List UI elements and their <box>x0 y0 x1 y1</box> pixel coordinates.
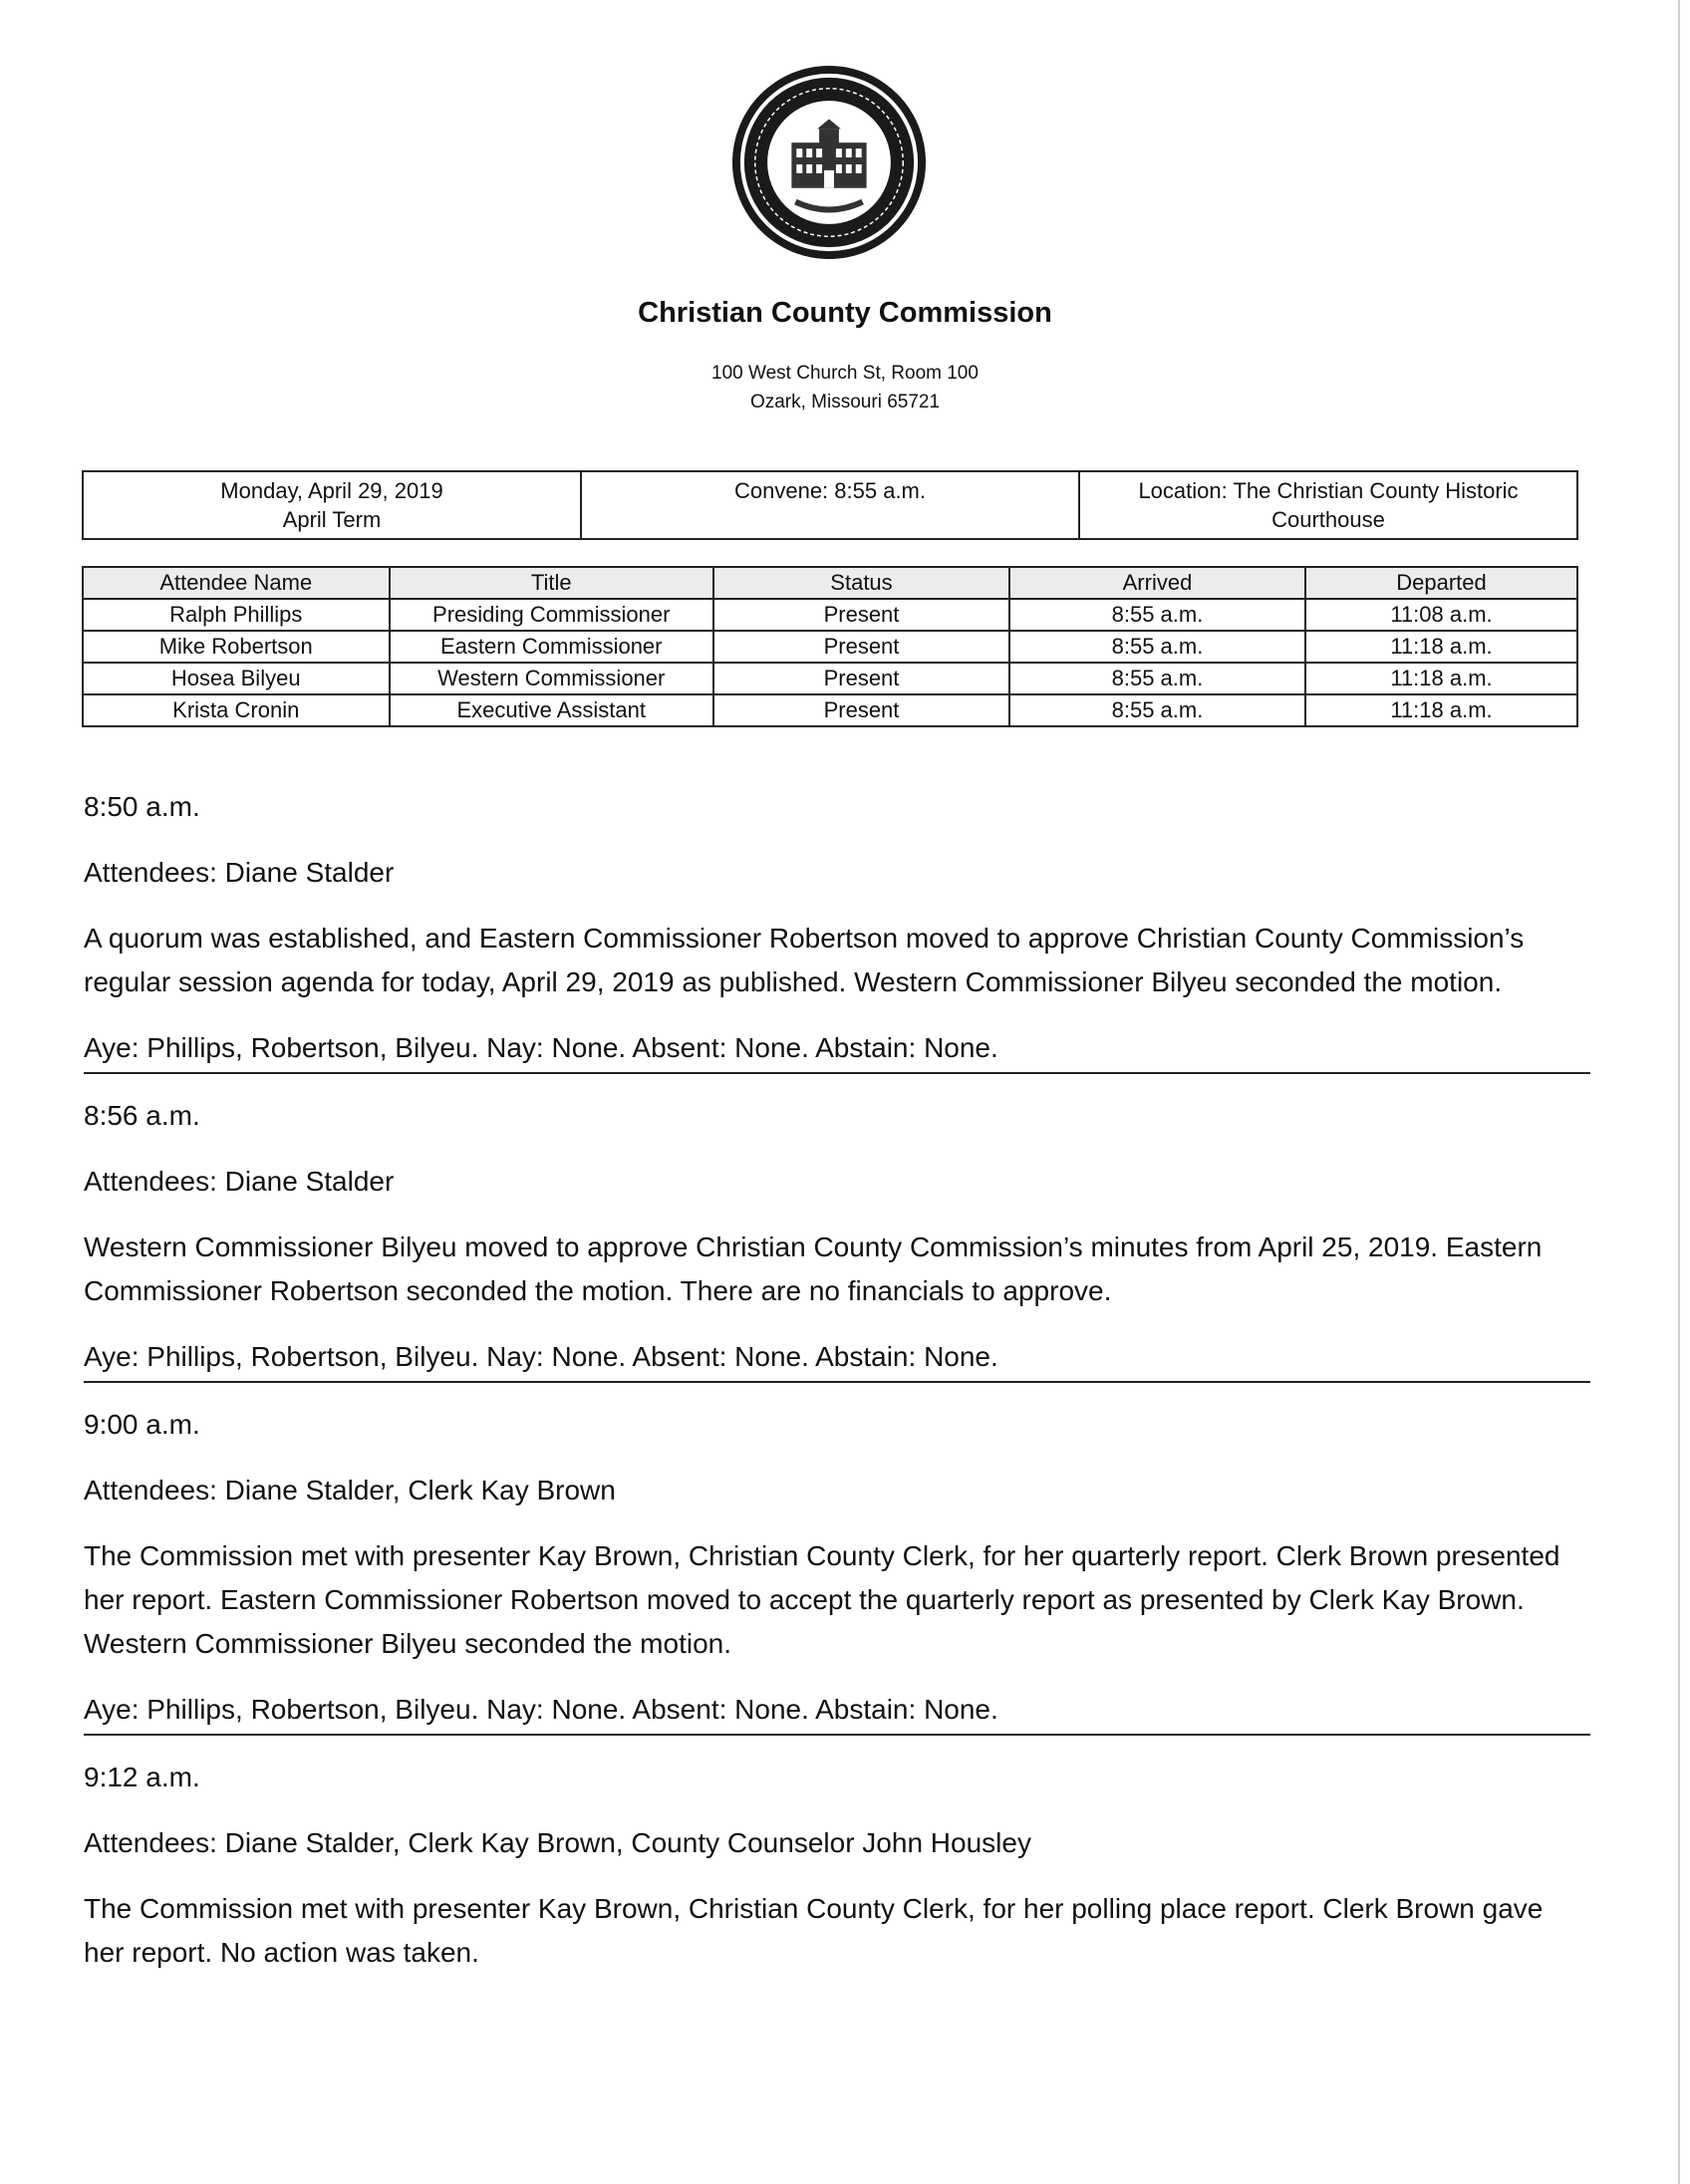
attendee-status: Present <box>713 631 1009 663</box>
entry-time: 8:50 a.m. <box>84 791 200 822</box>
attendee-name: Hosea Bilyeu <box>83 663 390 694</box>
convene-time: Convene: 8:55 a.m. <box>733 478 926 503</box>
entry-vote: Aye: Phillips, Robertson, Bilyeu. Nay: None. Absent: None. Abstain: None. <box>84 1335 1590 1383</box>
attendee-title: Western Commissioner <box>390 663 714 694</box>
organization-name: Christian County Commission <box>638 297 1052 329</box>
meeting-term: April Term <box>282 507 382 532</box>
location-line-2: Courthouse <box>1271 507 1385 532</box>
table-row <box>83 694 1577 726</box>
attendee-name: Mike Robertson <box>83 631 390 663</box>
entry-text: The Commission met with presenter Kay Brown, Christian County Clerk, for her polling place report. Clerk Brown gave her report. No action was taken. <box>84 1893 1544 1968</box>
address-line-2: Ozark, Missouri 65721 <box>749 392 941 412</box>
attendee-title: Presiding Commissioner <box>390 599 714 631</box>
attendance-header-row <box>83 567 1577 599</box>
meeting-date: Monday, April 29, 2019 <box>220 478 443 503</box>
attendee-departed: 11:18 a.m. <box>1305 631 1577 663</box>
column-header: Title <box>390 567 714 599</box>
attendee-status: Present <box>713 599 1009 631</box>
attendee-status: Present <box>713 694 1009 726</box>
minutes-entry <box>84 1403 1590 1736</box>
table-row <box>83 663 1577 694</box>
meeting-info-table <box>82 470 1578 540</box>
entry-attendees: Attendees: Diane Stalder <box>84 1166 395 1197</box>
attendee-title: Executive Assistant <box>390 694 714 726</box>
attendee-status: Present <box>713 663 1009 694</box>
column-header: Attendee Name <box>83 567 390 599</box>
attendee-arrived: 8:55 a.m. <box>1009 663 1305 694</box>
attendee-arrived: 8:55 a.m. <box>1009 631 1305 663</box>
county-seal-icon <box>730 64 928 261</box>
attendance-table <box>82 566 1578 727</box>
minutes-entry <box>84 785 1590 1074</box>
minutes-entries <box>84 785 1590 1997</box>
entry-attendees: Attendees: Diane Stalder, Clerk Kay Brown, County Counselor John Housley <box>84 1827 1031 1858</box>
location-line-1: Location: The Christian County Historic <box>1138 478 1519 503</box>
address-line-1: 100 West Church St, Room 100 <box>711 363 979 384</box>
minutes-entry <box>84 1094 1590 1383</box>
entry-time: 9:12 a.m. <box>84 1762 200 1792</box>
entry-time: 9:00 a.m. <box>84 1409 200 1440</box>
entry-time: 8:56 a.m. <box>84 1100 200 1131</box>
attendee-arrived: 8:55 a.m. <box>1009 694 1305 726</box>
table-row <box>83 599 1577 631</box>
entry-text: A quorum was established, and Eastern Commissioner Robertson moved to approve Christian County Commission’s regular session agenda for today, April 29, 2019 as published. Western Commissioner Bilyeu seconded the motion. <box>84 923 1525 997</box>
entry-attendees: Attendees: Diane Stalder <box>84 857 395 888</box>
location-cell <box>1079 471 1577 539</box>
entry-text: The Commission met with presenter Kay Brown, Christian County Clerk, for her quarterly report. Clerk Brown presented her report. Eastern Commissioner Robertson moved to accept the quarterly report as presented by Clerk Kay Brown. Western Commissioner Bilyeu seconded the motion. <box>84 1540 1560 1659</box>
attendee-arrived: 8:55 a.m. <box>1009 599 1305 631</box>
convene-cell <box>581 471 1079 539</box>
entry-text: Western Commissioner Bilyeu moved to approve Christian County Commission’s minutes from April 25, 2019. Eastern Commissioner Robertson seconded the motion. There are no financials to approve. <box>84 1231 1543 1306</box>
entry-vote: Aye: Phillips, Robertson, Bilyeu. Nay: None. Absent: None. Abstain: None. <box>84 1688 1590 1736</box>
table-row <box>83 631 1577 663</box>
column-header: Status <box>713 567 1009 599</box>
attendee-departed: 11:08 a.m. <box>1305 599 1577 631</box>
attendee-name: Ralph Phillips <box>83 599 390 631</box>
meeting-date-cell <box>83 471 581 539</box>
entry-vote: Aye: Phillips, Robertson, Bilyeu. Nay: None. Absent: None. Abstain: None. <box>84 1026 1590 1074</box>
entry-attendees: Attendees: Diane Stalder, Clerk Kay Brown <box>84 1475 616 1505</box>
column-header: Arrived <box>1009 567 1305 599</box>
attendee-departed: 11:18 a.m. <box>1305 694 1577 726</box>
column-header: Departed <box>1305 567 1577 599</box>
attendee-name: Krista Cronin <box>83 694 390 726</box>
minutes-entry <box>84 1756 1590 1975</box>
attendee-departed: 11:18 a.m. <box>1305 663 1577 694</box>
attendee-title: Eastern Commissioner <box>390 631 714 663</box>
